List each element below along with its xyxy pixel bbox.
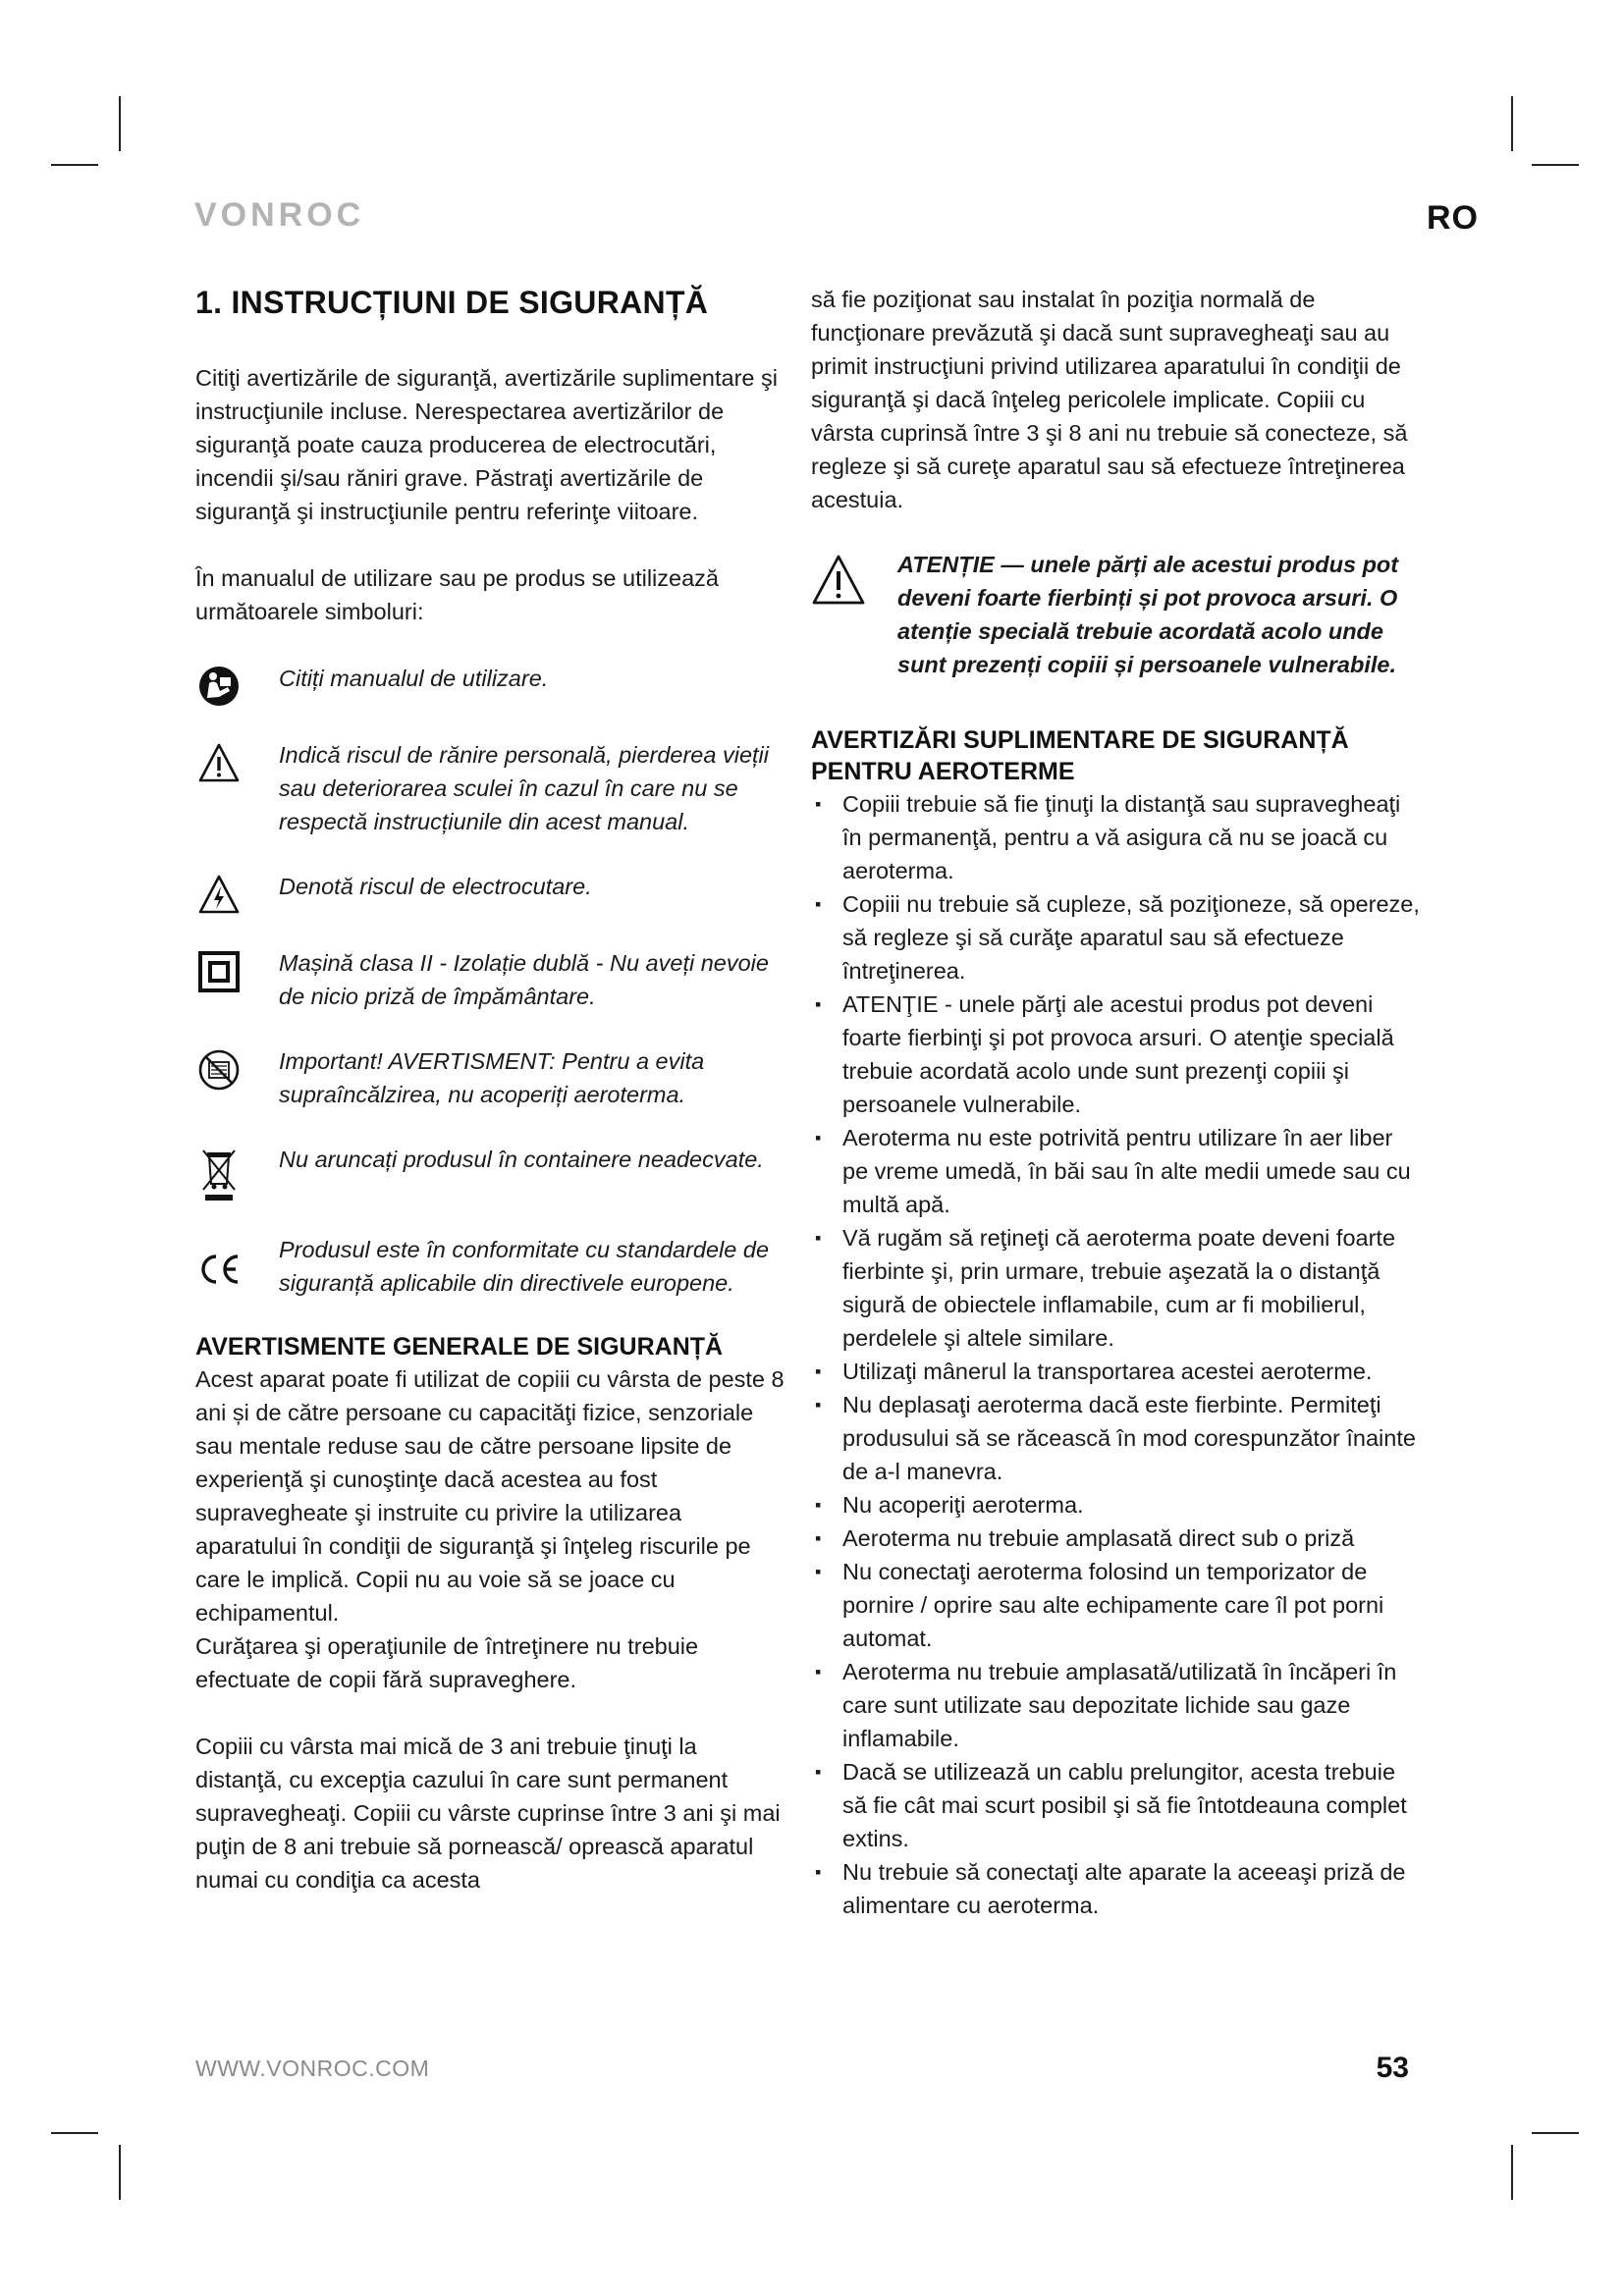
intro-paragraph: Citiţi avertizările de siguranţă, avertizările suplimentare şi instrucţiunile incluse. Nerespectarea avertizărilor de siguranţă poate cauza producerea de electrocutări, incendii şi/sau răniri grave. Păstraţi avertizările de siguranţă şi instrucţiunile pentru referinţe viitoare.	[195, 365, 778, 524]
read-manual-icon	[195, 662, 243, 707]
footer-website: WWW.VONROC.COM	[195, 2056, 430, 2081]
supplementary-title: AVERTIZĂRI SUPLIMENTARE DE SIGURANȚĂ PENTRU AEROTERME	[811, 726, 1349, 785]
symbol-text: Produsul este în conformitate cu standardele de siguranță aplicabile din directivele europene.	[279, 1237, 770, 1296]
symbol-text: Important! AVERTISMENT: Pentru a evita supraîncălzirea, nu acoperiți aeroterma.	[279, 1048, 705, 1107]
page-number: 53	[1376, 2052, 1409, 2084]
left-column	[195, 283, 785, 1896]
symbol-text: Citiți manualul de utilizare.	[279, 666, 549, 691]
symbol-row	[195, 662, 785, 707]
vonroc-logo	[194, 196, 391, 235]
crop-mark	[1532, 2132, 1579, 2134]
ce-mark-icon	[195, 1233, 243, 1286]
electric-shock-icon	[195, 870, 243, 915]
list-item: ▪ Copiii trebuie să fie ţinuţi la distanţă sau supravegheaţi în permanenţă, pentru a vă asigura că nu se joacă cu aeroterma.	[811, 787, 1422, 887]
symbol-row	[195, 1233, 785, 1300]
general-paragraph-2: Curăţarea şi operaţiunile de întreţinere nu trebuie efectuate de copii fără supraveghere.	[195, 1633, 699, 1692]
warning-triangle-icon	[811, 548, 868, 615]
list-item: ▪ Nu conectaţi aeroterma folosind un temporizator de pornire / oprire sau alte echipamente care îl pot porni automat.	[811, 1555, 1422, 1655]
crop-mark	[119, 2145, 121, 2200]
crop-mark	[119, 96, 121, 151]
symbol-row	[195, 1143, 785, 1201]
symbol-text: Mașină clasa II - Izolație dublă - Nu aveți nevoie de nicio priză de împământare.	[279, 950, 769, 1009]
class-ii-icon	[195, 946, 243, 993]
symbol-row	[195, 870, 785, 915]
general-paragraph-3-continued: să fie poziţionat sau instalat în poziţia normală de funcţionare prevăzută şi dacă sunt supravegheaţi sau au primit instrucţiuni privind utilizarea aparatului în condiţii de siguranţă şi dacă înţeleg pericolele implicate. Copiii cu vârsta cuprinsă între 3 şi 8 ani nu trebuie să conecteze, să regleze şi să cureţe aparatul sau să efectueze întreţinerea acestuia.	[811, 287, 1408, 512]
crop-mark	[51, 164, 98, 166]
general-warnings-title: AVERTISMENTE GENERALE DE SIGURANȚĂ	[195, 1333, 724, 1361]
list-item: ▪ Aeroterma nu este potrivită pentru utilizare în aer liber pe vreme umedă, în băi sau în alte medii umede sau cu multă apă.	[811, 1121, 1422, 1221]
symbols-list	[195, 662, 785, 1300]
symbol-row	[195, 738, 785, 838]
warning-triangle-icon	[195, 738, 243, 783]
general-paragraph-3: Copiii cu vârsta mai mică de 3 ani trebuie ţinuţi la distanţă, cu excepţia cazului în care sunt permanent supravegheaţi. Copiii cu vârste cuprinse între 3 ani şi mai puţin de 8 ani trebuie să pornească/ oprească aparatul numai cu condiţia ca acesta	[195, 1734, 781, 1893]
list-item: ▪ Copiii nu trebuie să cupleze, să poziţioneze, să opereze, să regleze şi să curăţe aparatul sau să efectueze întreţinerea.	[811, 887, 1422, 988]
svg-text:VONROC: VONROC	[194, 196, 365, 230]
list-item: ▪ Aeroterma nu trebuie amplasată/utilizată în încăperi în care sunt utilizate sau depozitate lichide sau gaze inflamabile.	[811, 1655, 1422, 1755]
right-column	[811, 283, 1422, 1922]
list-item: ▪ Nu acoperiţi aeroterma.	[811, 1488, 1422, 1522]
list-item: ▪ Nu trebuie să conectaţi alte aparate la aceeaşi priză de alimentare cu aeroterma.	[811, 1855, 1422, 1922]
language-code: RO	[1427, 199, 1479, 237]
symbol-text: Indică riscul de rănire personală, pierderea vieții sau deteriorarea sculei în cazul în care nu se respectă instrucțiunile din acest manual.	[279, 742, 769, 834]
attention-box	[811, 548, 1422, 681]
section-title: 1. INSTRUCȚIUNI DE SIGURANȚĂ	[195, 285, 709, 320]
symbol-row	[195, 1044, 785, 1111]
list-item: ▪ Utilizaţi mânerul la transportarea acestei aeroterme.	[811, 1355, 1422, 1388]
attention-text: ATENȚIE — unele părți ale acestui produs pot deveni foarte fierbinți și pot provoca arsuri. O atenție specială trebuie acordată acolo unde sunt prezenți copiii și persoanele vulnerabile.	[897, 552, 1399, 677]
list-item: ▪ Nu deplasaţi aeroterma dacă este fierbinte. Permiteţi produsului să se răcească în mod corespunzător înainte de a-l manevra.	[811, 1388, 1422, 1488]
crop-mark	[1511, 2145, 1513, 2200]
crop-mark	[1532, 164, 1579, 166]
general-paragraph-1: Acest aparat poate fi utilizat de copiii cu vârsta de peste 8 ani și de către persoane cu capacităţi fizice, senzoriale sau mentale reduse sau de către persoane lipsite de experienţă şi cunoştinţe dacă acestea au fost supravegheate şi instruite cu privire la utilizarea aparatului în condiţii de siguranţă şi înţeleg riscurile pe care le implică. Copii nu au voie să se joace cu echipamentul.	[195, 1366, 785, 1626]
list-item: ▪ Aeroterma nu trebuie amplasată direct sub o priză	[811, 1522, 1422, 1555]
list-item: ▪ ATENŢIE - unele părţi ale acestui produs pot deveni foarte fierbinţi şi pot provoca arsuri. O atenţie specială trebuie acordată acolo unde sunt prezenţi copiii şi persoanele vulnerabile.	[811, 988, 1422, 1121]
symbol-text: Nu aruncați produsul în containere neadecvate.	[279, 1147, 764, 1172]
list-item: ▪ Vă rugăm să reţineţi că aeroterma poate deveni foarte fierbinte şi, prin urmare, trebuie aşezată la o distanţă sigură de obiectele inflamabile, cum ar fi mobilierul, perdelele şi altele similare.	[811, 1221, 1422, 1355]
crop-mark	[1511, 96, 1513, 151]
do-not-cover-icon	[195, 1044, 243, 1092]
symbol-row	[195, 946, 785, 1013]
list-item: ▪ Dacă se utilizează un cablu prelungitor, acesta trebuie să fie cât mai scurt posibil şi să fie întotdeauna complet extins.	[811, 1755, 1422, 1855]
symbol-text: Denotă riscul de electrocutare.	[279, 874, 592, 899]
symbols-intro: În manualul de utilizare sau pe produs se utilizează următoarele simboluri:	[195, 565, 719, 624]
weee-bin-icon	[195, 1143, 243, 1201]
supplementary-list	[811, 787, 1422, 1922]
crop-mark	[51, 2132, 98, 2134]
